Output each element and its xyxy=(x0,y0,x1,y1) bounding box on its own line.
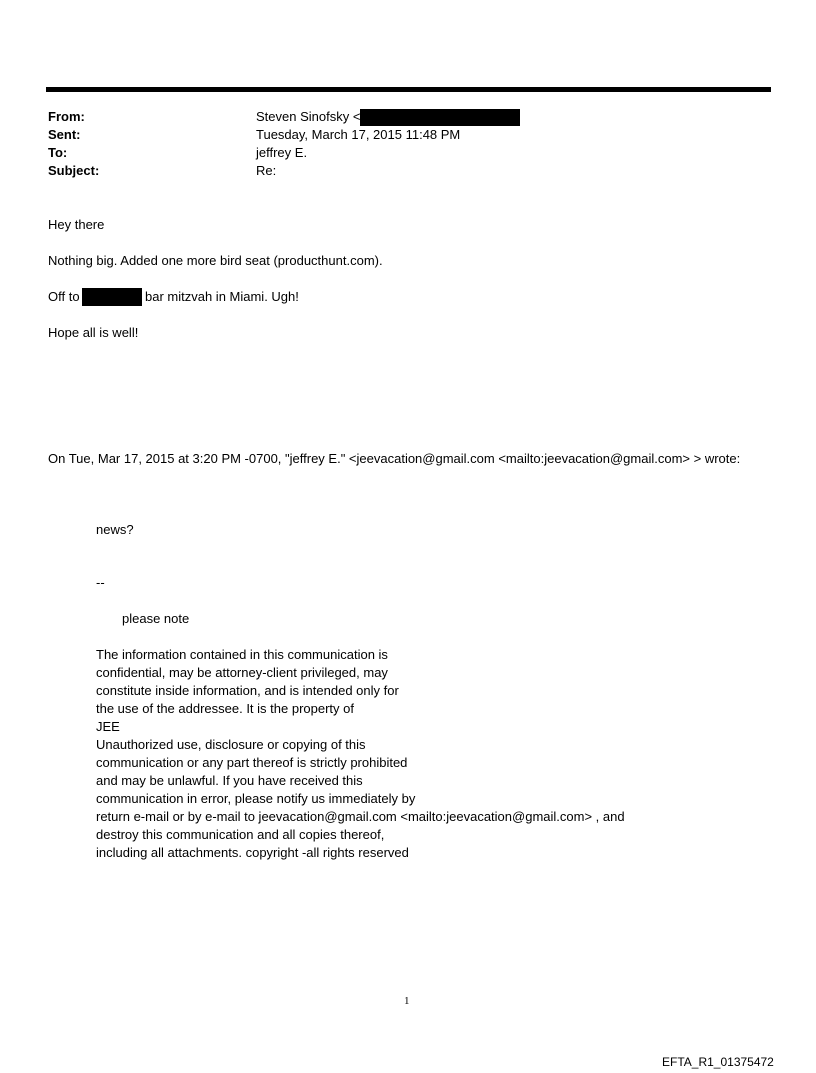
note-heading: please note xyxy=(122,611,190,626)
page-number: 1 xyxy=(404,995,410,1007)
quote-message: news? xyxy=(96,522,134,537)
subject-label: Subject: xyxy=(48,163,100,178)
quote-separator: -- xyxy=(96,575,105,590)
body-line-2-suffix: bar mitzvah in Miami. Ugh! xyxy=(145,289,299,304)
disclaimer-line: confidential, may be attorney-client privileged, may xyxy=(96,665,388,680)
disclaimer-line: communication or any part thereof is strictly prohibited xyxy=(96,755,408,770)
redaction-box xyxy=(360,109,520,126)
disclaimer-line: return e-mail or by e-mail to jeevacation@gmail.com <mailto:jeevacation@gmail.com> , and xyxy=(96,809,625,824)
from-value xyxy=(256,108,520,126)
body-line-2-prefix: Off to xyxy=(48,289,80,304)
disclaimer-line: destroy this communication and all copies thereof, xyxy=(96,827,385,842)
to-label: To: xyxy=(48,145,68,160)
header-rule xyxy=(46,87,771,92)
sent-label: Sent: xyxy=(48,127,81,142)
from-label: From: xyxy=(48,109,85,124)
disclaimer-line: constitute inside information, and is intended only for xyxy=(96,683,399,698)
disclaimer-line: Unauthorized use, disclosure or copying of this xyxy=(96,737,366,752)
sent-value: Tuesday, March 17, 2015 11:48 PM xyxy=(256,127,461,142)
disclaimer-line: including all attachments. copyright -all rights reserved xyxy=(96,845,409,860)
body-greeting: Hey there xyxy=(48,217,105,232)
from-value-text: Steven Sinofsky < xyxy=(256,109,361,124)
subject-value: Re: xyxy=(256,163,277,178)
disclaimer-line: communication in error, please notify us immediately by xyxy=(96,791,416,806)
disclaimer-line: the use of the addressee. It is the property of xyxy=(96,701,354,716)
quote-attribution: On Tue, Mar 17, 2015 at 3:20 PM -0700, "jeffrey E." <jeevacation@gmail.com <mailto:jeevacation@gmail.com> > wrote: xyxy=(48,451,741,466)
to-value: jeffrey E. xyxy=(256,145,308,160)
body-line-3: Hope all is well! xyxy=(48,325,139,340)
disclaimer-line: The information contained in this communication is xyxy=(96,647,388,662)
redaction-box-inline xyxy=(82,288,142,306)
disclaimer-line: JEE xyxy=(96,719,120,734)
body-line-1: Nothing big. Added one more bird seat (producthunt.com). xyxy=(48,253,383,268)
disclaimer-line: and may be unlawful. If you have received this xyxy=(96,773,363,788)
bates-number: EFTA_R1_01375472 xyxy=(662,1055,774,1069)
